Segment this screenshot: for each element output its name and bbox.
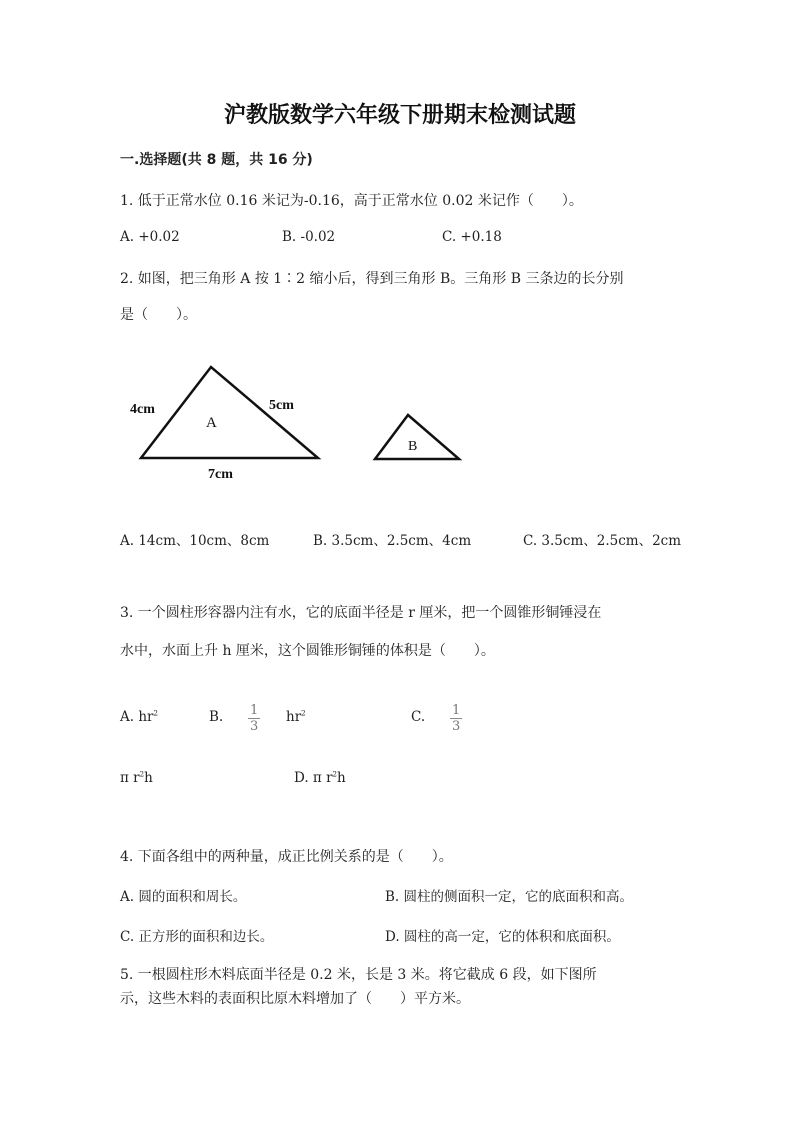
question-3-option-d: D. π $r^2h$	[294, 770, 346, 786]
question-3-option-b-label: B.	[209, 709, 224, 725]
question-5-line-2: 示，这些木料的表面积比原木料增加了（ ）平方米。	[120, 991, 470, 1007]
question-4-option-d: D. 圆柱的高一定，它的体积和底面积。	[385, 929, 620, 945]
question-1-option-a: A. +0.02	[120, 229, 180, 245]
question-1-option-c: C. +0.18	[442, 229, 502, 245]
question-3-option-b-fraction: $\frac{1}{3}$	[250, 703, 259, 734]
question-4-option-c: C. 正方形的面积和边长。	[120, 929, 274, 945]
side-bottom-label: 7cm	[208, 467, 233, 482]
question-3-line-2: 水中，水面上升 h 厘米，这个圆锥形铜锤的体积是（ ）。	[120, 643, 495, 659]
triangles-figure	[120, 355, 480, 490]
question-2-option-b: B. 3.5cm、2.5cm、4cm	[313, 533, 472, 549]
question-3-line-1: 3. 一个圆柱形容器内注有水，它的底面半径是 r 厘米，把一个圆锥形铜锤浸在	[120, 605, 602, 621]
page-title: 沪教版数学六年级下册期末检测试题	[223, 103, 576, 128]
question-3-option-c-fraction: $\frac{1}{3}$	[452, 703, 461, 734]
question-3-option-c-label: C.	[411, 709, 426, 725]
question-2-option-c: C. 3.5cm、2.5cm、2cm	[523, 533, 682, 549]
question-1-option-b: B. -0.02	[282, 229, 336, 245]
question-5-line-1: 5. 一根圆柱形木料底面半径是 0.2 米，长是 3 米。将它截成 6 段，如下图所	[120, 967, 597, 983]
question-2-line-2: 是（ ）。	[120, 307, 197, 323]
question-4-option-a: A. 圆的面积和周长。	[120, 889, 247, 905]
triangle-a-label: A	[206, 415, 217, 431]
question-3-option-a: A. $hr^2$	[120, 709, 158, 725]
section-heading: 一.选择题(共 8 题，共 16 分)	[120, 152, 313, 168]
question-4-option-b: B. 圆柱的侧面积一定，它的底面积和高。	[385, 889, 634, 905]
question-4-text: 4. 下面各组中的两种量，成正比例关系的是（ ）。	[120, 849, 453, 865]
question-3-option-c-expression: π $r^2h$	[120, 770, 153, 786]
question-2-option-a: A. 14cm、10cm、8cm	[120, 533, 270, 549]
side-right-label: 5cm	[269, 398, 294, 413]
triangle-b-label: B	[408, 439, 418, 454]
question-3-option-b-expression: $hr^2$	[286, 709, 306, 725]
question-2-line-1: 2. 如图，把三角形 A 按 1∶2 缩小后，得到三角形 B。三角形 B 三条边的长分别	[120, 271, 624, 287]
question-1-text: 1. 低于正常水位 0.16 米记为-0.16，高于正常水位 0.02 米记作（ ）。	[120, 193, 583, 209]
side-left-label: 4cm	[130, 402, 155, 417]
